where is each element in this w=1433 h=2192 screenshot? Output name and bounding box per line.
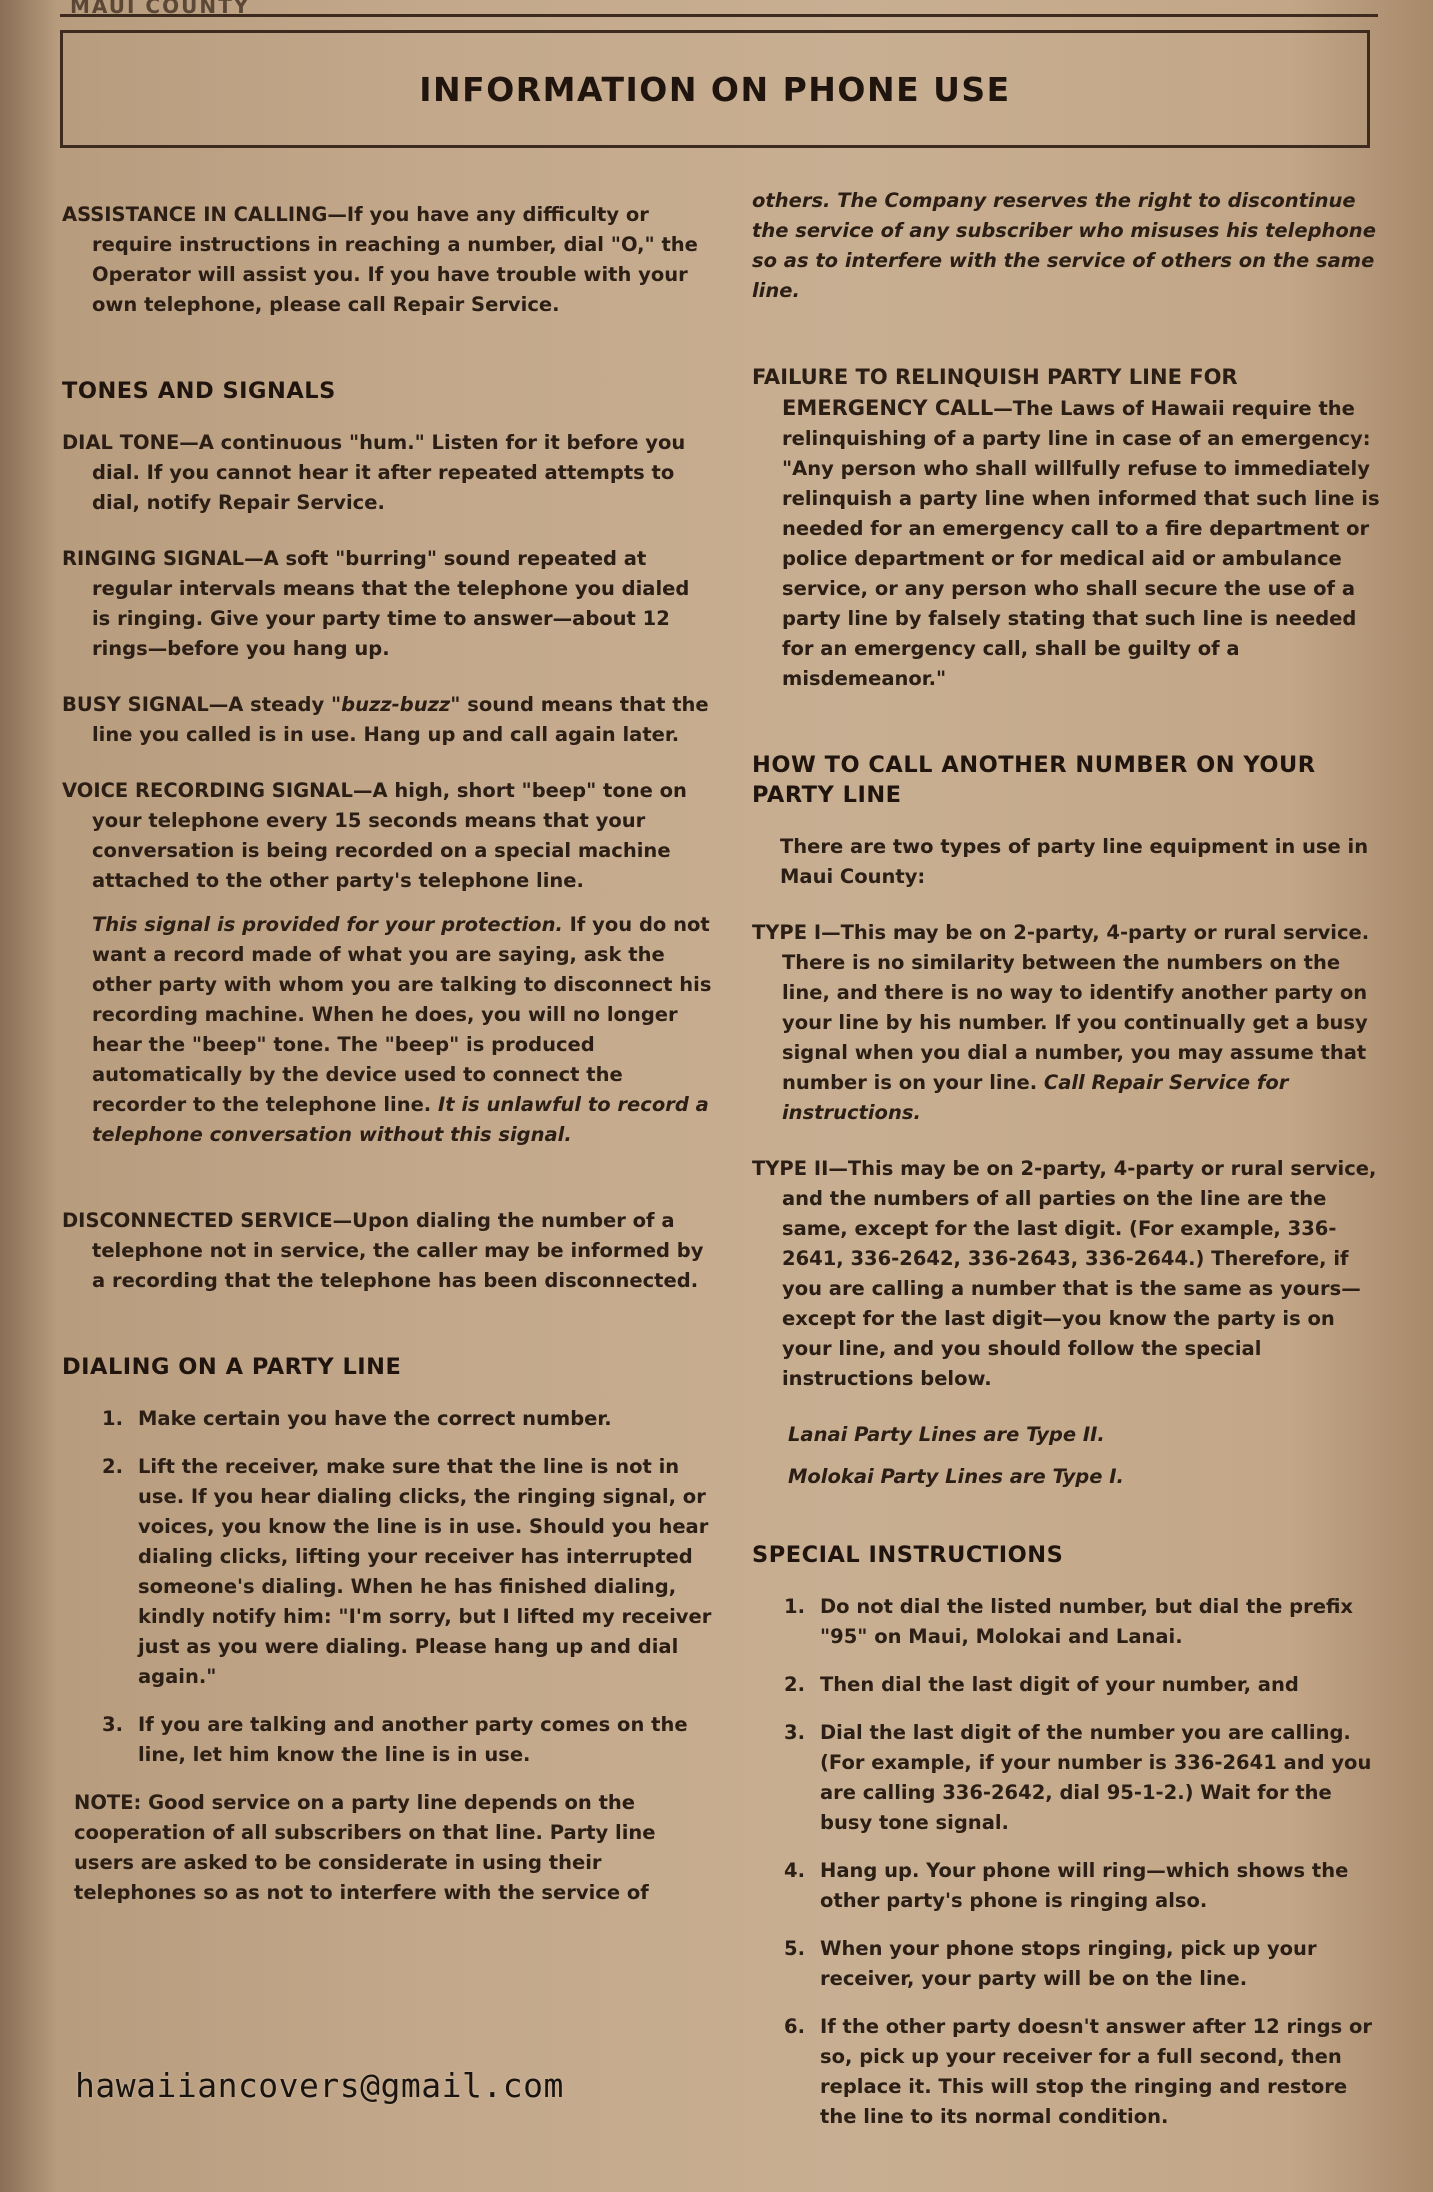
county-header: MAUI COUNTY (70, 0, 251, 18)
busy-label: BUSY SIGNAL (62, 693, 209, 716)
item-text: Lift the receiver, make sure that the line is not in use. If you hear dialing clicks, the ringing signal, or voices, you know the line is in use. Should you hear dialing clicks, lifting your receiver has interrupted someone's dialing. When he has finished dialing, kindly notify him: "I'm sorry, but I lifted my receiver just as you were dialing. Please hang up and dial again." (138, 1455, 712, 1688)
assistance-text: —If you have any difficulty or require instructions in reaching a number, dial "O," the Operator will assist you. If you have trouble with your own telephone, please call Repair Service. (92, 203, 698, 316)
ringing-text: —A soft "burring" sound repeated at regular intervals means that the telephone you dialed is ringing. Give your party time to answer—about 12 rings—before you hang up. (92, 547, 690, 660)
molokai-note: Molokai Party Lines are Type I. (788, 1465, 1124, 1488)
type1-text-em: Call Repair Service for instructions. (782, 1071, 1289, 1124)
note-label: NOTE: (74, 1791, 142, 1814)
watermark-email: hawaiiancovers@gmail.com (75, 2066, 564, 2105)
list-item (102, 1452, 712, 1692)
item-text: Make certain you have the correct number. (138, 1407, 612, 1430)
disconnected-text: —Upon dialing the number of a telephone not in service, the caller may be informed by a recording that the telephone has been disconnected. (92, 1209, 704, 1292)
left-column (62, 200, 712, 1934)
item-number: 3. (102, 1713, 123, 1736)
list-item (784, 1718, 1386, 1838)
busy-text-post: sound means that the line you called is in use. Hang up and call again later. (92, 693, 709, 746)
item-text: Do not dial the listed number, but dial the prefix "95" on Maui, Molokai and Lanai. (820, 1595, 1354, 1648)
dial-tone-paragraph (62, 428, 712, 518)
list-item (784, 1934, 1386, 1994)
failure-paragraph (752, 362, 1386, 694)
item-text: Hang up. Your phone will ring—which shows the other party's phone is ringing also. (820, 1859, 1349, 1912)
list-item (784, 2012, 1386, 2132)
busy-text-em: "buzz-buzz" (330, 693, 461, 716)
voice-note-em: This signal is provided for your protection. (92, 913, 563, 936)
voice-paragraph (62, 776, 712, 896)
item-number: 3. (784, 1721, 805, 1744)
right-column (752, 186, 1386, 2150)
type2-label: TYPE II (752, 1157, 829, 1180)
item-text: Dial the last digit of the number you are calling. (For example, if your number is 336-2641 and you are calling 336-2642, dial 95-1-2.) Wait for the busy tone signal. (820, 1721, 1372, 1834)
voice-label: VOICE RECORDING SIGNAL (62, 779, 353, 802)
special-list (752, 1592, 1386, 2132)
page-title: INFORMATION ON PHONE USE (419, 69, 1011, 109)
type2-text: —This may be on 2-party, 4-party or rural service, and the numbers of all parties on the line are the same, except for the last digit. (For example, 336-2641, 336-2642, 336-2643, 336-2644.) Therefore, if you are calling a number that is the same as yours—except for the last digit—you know the party is on your line, and you should follow the special instructions below. (782, 1157, 1377, 1390)
item-number: 1. (102, 1407, 123, 1430)
list-item (784, 1670, 1386, 1700)
item-number: 4. (784, 1859, 805, 1882)
busy-text-pre: —A steady (208, 693, 331, 716)
list-item (102, 1710, 712, 1770)
how-intro: There are two types of party line equipment in use in Maui County: (780, 835, 1369, 888)
lanai-note: Lanai Party Lines are Type II. (788, 1423, 1105, 1446)
list-item (784, 1856, 1386, 1916)
item-text: Then dial the last digit of your number, and (820, 1673, 1299, 1696)
disconnected-label: DISCONNECTED SERVICE (62, 1209, 333, 1232)
voice-note-paragraph (62, 910, 712, 1150)
note-text: Good service on a party line depends on the cooperation of all subscribers on that line. Party line users are asked to be considerate in using their telephones so as not to interfere with the service of (74, 1791, 656, 1904)
item-number: 1. (784, 1595, 805, 1618)
continued-paragraph: others. The Company reserves the right to discontinue the service of any subscriber who misuses his telephone so as to interfere with the service of others on the same line. (752, 189, 1376, 302)
item-number: 2. (102, 1455, 123, 1478)
note-paragraph (62, 1788, 712, 1908)
type1-paragraph (752, 918, 1386, 1128)
top-rule (60, 14, 1378, 17)
item-text: If you are talking and another party comes on the line, let him know the line is in use. (138, 1713, 688, 1766)
dial-tone-text: —A continuous "hum." Listen for it before you dial. If you cannot hear it after repeated attempts to dial, notify Repair Service. (92, 431, 686, 514)
dialing-heading: DIALING ON A PARTY LINE (62, 1354, 402, 1380)
title-box (60, 30, 1370, 148)
list-item (784, 1592, 1386, 1652)
item-text: When your phone stops ringing, pick up your receiver, your party will be on the line. (820, 1937, 1317, 1990)
failure-text: —The Laws of Hawaii require the relinquishing of a party line in case of an emergency: "Any person who shall willfully refuse to immediately relinquish a party line when informed that such line is needed for an emergency call to a fire department or police department or for medical aid or ambulance service, or any person who shall secure the use of a party line by falsely stating that such line is needed for an emergency call, shall be guilty of a misdemeanor." (782, 397, 1380, 690)
voice-note-em2: It is unlawful to record a telephone conversation without this signal. (92, 1093, 709, 1146)
type2-paragraph (752, 1154, 1386, 1394)
dial-tone-label: DIAL TONE (62, 431, 180, 454)
how-heading: HOW TO CALL ANOTHER NUMBER ON YOUR PARTY LINE (752, 752, 1316, 808)
failure-label: FAILURE TO RELINQUISH PARTY LINE FOR EMERGENCY CALL (752, 365, 1238, 420)
voice-text: —A high, short "beep" tone on your telephone every 15 seconds means that your conversation is being recorded on a special machine attached to the other party's telephone line. (92, 779, 687, 892)
voice-note-text: If you do not want a record made of what you are saying, ask the other party with whom you are talking to disconnect his recording machine. When he does, you will no longer hear the "beep" tone. The "beep" is produced automatically by the device used to connect the recorder to the telephone line. (92, 913, 712, 1116)
assistance-paragraph (62, 200, 712, 320)
item-number: 6. (784, 2015, 805, 2038)
tones-heading: TONES AND SIGNALS (62, 378, 336, 404)
assistance-label: ASSISTANCE IN CALLING (62, 203, 328, 226)
type1-label: TYPE I (752, 921, 822, 944)
list-item (102, 1404, 712, 1434)
item-number: 2. (784, 1673, 805, 1696)
special-heading: SPECIAL INSTRUCTIONS (752, 1542, 1064, 1568)
type1-text: —This may be on 2-party, 4-party or rural service. There is no similarity between the numbers on the line, and there is no way to identify another party on your line by his number. If you continually get a busy signal when you dial a number, you may assume that number is on your line. (782, 921, 1370, 1094)
dialing-list (62, 1404, 712, 1770)
item-text: If the other party doesn't answer after 12 rings or so, pick up your receiver for a full second, then replace it. This will stop the ringing and restore the line to its normal condition. (820, 2015, 1373, 2128)
item-number: 5. (784, 1937, 805, 1960)
ringing-label: RINGING SIGNAL (62, 547, 245, 570)
disconnected-paragraph (62, 1206, 712, 1296)
busy-paragraph (62, 690, 712, 750)
ringing-paragraph (62, 544, 712, 664)
